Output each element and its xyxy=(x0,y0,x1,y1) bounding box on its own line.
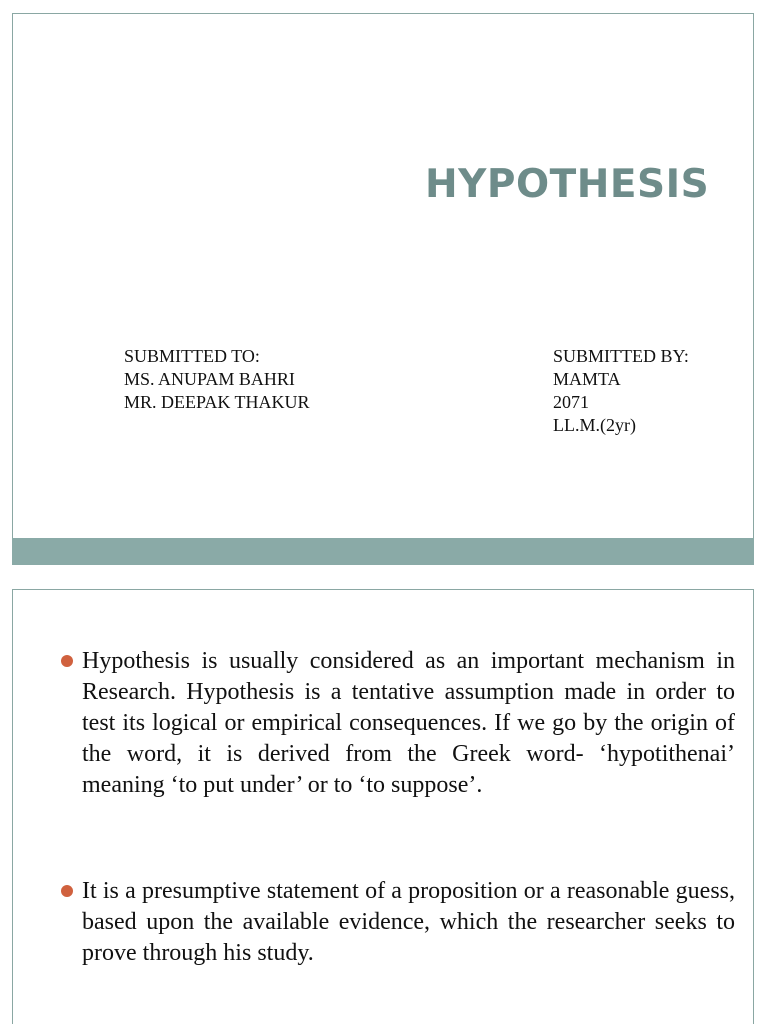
content-slide xyxy=(12,589,754,1024)
submitted-by-block xyxy=(553,345,689,437)
submitted-by-roll: 2071 xyxy=(553,392,589,412)
submitted-to-name-1: MS. ANUPAM BAHRI xyxy=(124,369,295,389)
submitted-by-heading: SUBMITTED BY: xyxy=(553,346,689,366)
bullet-text: It is a presumptive statement of a proposition or a reasonable guess, based upon the available evidence, which the researcher seeks to prove through his study. xyxy=(82,878,735,966)
bullet-dot-icon xyxy=(61,655,73,667)
bullet-text: Hypothesis is usually considered as an important mechanism in Research. Hypothesis is a tentative assumption made in order to test its logical or empirical consequences. If we go by the origin of the word, it is derived from the Greek word- ‘hypotithenai’ meaning ‘to put under’ or to ‘to suppose’. xyxy=(82,648,735,798)
bullet-dot-icon xyxy=(61,885,73,897)
submitted-to-block xyxy=(124,345,310,414)
accent-band xyxy=(12,538,754,565)
bullet-item xyxy=(61,646,735,801)
slide-title: HYPOTHESIS xyxy=(425,162,710,207)
title-slide xyxy=(12,13,754,565)
bullet-item xyxy=(61,876,735,969)
submitted-by-name: MAMTA xyxy=(553,369,621,389)
submitted-by-course: LL.M.(2yr) xyxy=(553,415,636,435)
submitted-to-name-2: MR. DEEPAK THAKUR xyxy=(124,392,310,412)
submitted-to-heading: SUBMITTED TO: xyxy=(124,346,260,366)
